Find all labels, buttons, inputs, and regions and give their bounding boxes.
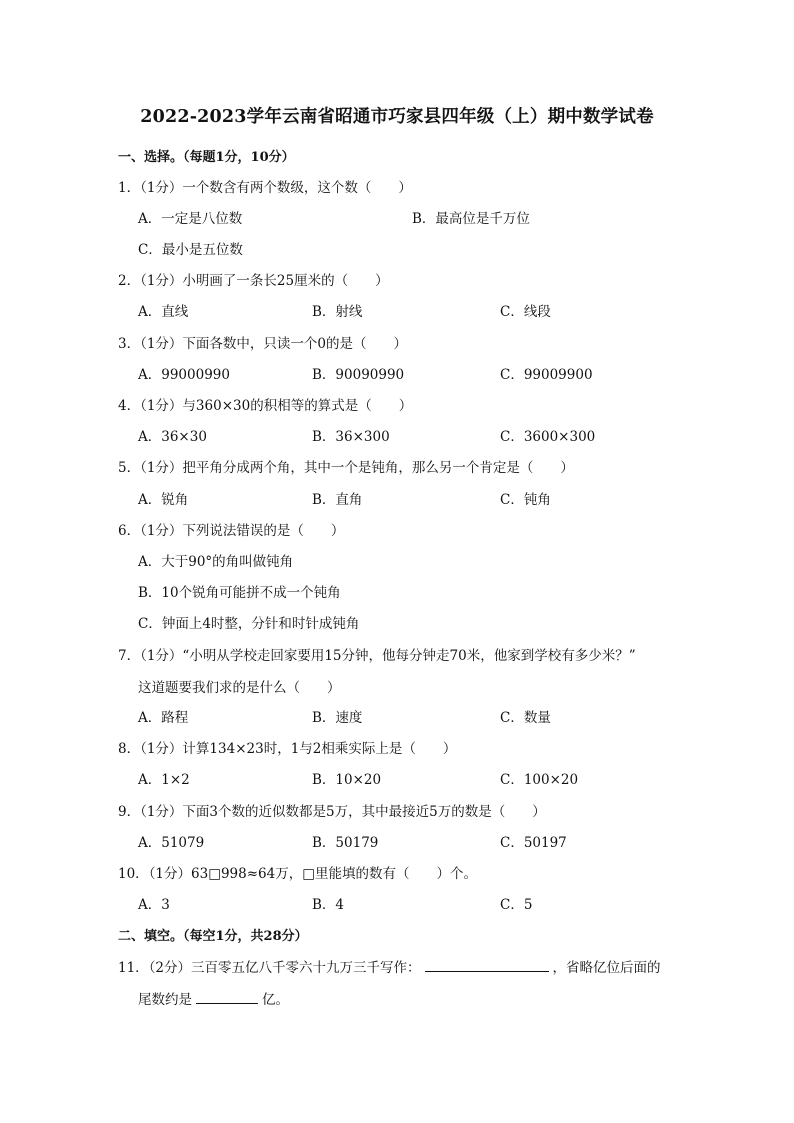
q2-option-b[interactable]: B．射线	[312, 304, 363, 320]
q5-option-a[interactable]: A．锐角	[138, 492, 189, 508]
q2-option-a[interactable]: A．直线	[138, 304, 189, 320]
question-11: 11．（2分）三百零五亿八千零六十九万三千写作： ，省略亿位后面的	[118, 960, 661, 976]
q1-option-c[interactable]: C．最小是五位数	[138, 242, 243, 258]
q3-option-c[interactable]: C．99009900	[500, 367, 593, 383]
question-6: 6．（1分）下列说法错误的是（ ）	[118, 523, 345, 539]
q3-option-a[interactable]: A．99000990	[138, 367, 230, 383]
answer-blank-1[interactable]	[425, 970, 549, 972]
question-7: 7．（1分）“小明从学校走回家要用15分钟，他每分钟走70米，他家到学校有多少米？”	[118, 648, 636, 664]
question-8: 8．（1分）计算134×23时，1与2相乘实际上是（ ）	[118, 741, 457, 757]
q7-option-c[interactable]: C．数量	[500, 710, 551, 726]
q6-option-c[interactable]: C．钟面上4时整，分针和时针成钝角	[138, 616, 360, 632]
question-10: 10．（1分）63□998≈64万，□里能填的数有（ ）个。	[118, 866, 477, 882]
question-2: 2．（1分）小明画了一条长25厘米的（ ）	[118, 273, 389, 289]
q5-option-b[interactable]: B．直角	[312, 492, 363, 508]
question-7-continued: 这道题要我们求的是什么（ ）	[138, 680, 341, 696]
q5-option-c[interactable]: C．钝角	[500, 492, 551, 508]
question-1: 1．（1分）一个数含有两个数级，这个数（ ）	[118, 180, 412, 196]
question-11-continued: 尾数约是 亿。	[138, 992, 289, 1008]
q4-option-b[interactable]: B．36×300	[312, 429, 390, 445]
q4-option-a[interactable]: A．36×30	[138, 429, 207, 445]
q4-option-c[interactable]: C．3600×300	[500, 429, 596, 445]
q8-option-c[interactable]: C．100×20	[500, 772, 579, 788]
section-heading-choice: 一、选择。（每题1分，10分）	[118, 150, 295, 165]
q2-option-c[interactable]: C．线段	[500, 304, 551, 320]
page-title: 2022-2023学年云南省昭通市巧家县四年级（上）期中数学试卷	[140, 107, 654, 127]
q10-option-b[interactable]: B．4	[312, 897, 345, 913]
q3-option-b[interactable]: B．90090990	[312, 367, 405, 383]
section-heading-fill-in: 二、填空。（每空1分，共28分）	[118, 929, 308, 944]
answer-blank-2[interactable]	[196, 1002, 258, 1004]
question-5: 5．（1分）把平角分成两个角，其中一个是钝角，那么另一个肯定是（ ）	[118, 460, 574, 476]
q7-option-b[interactable]: B．速度	[312, 710, 363, 726]
q1-option-b[interactable]: B．最高位是千万位	[412, 211, 530, 227]
q8-option-b[interactable]: B．10×20	[312, 772, 382, 788]
q9-option-c[interactable]: C．50197	[500, 835, 567, 851]
q7-option-a[interactable]: A．路程	[138, 710, 189, 726]
q8-option-a[interactable]: A．1×2	[138, 772, 190, 788]
question-4: 4．（1分）与360×30的积相等的算式是（ ）	[118, 398, 413, 414]
q10-option-a[interactable]: A．3	[138, 897, 170, 913]
q10-option-c[interactable]: C．5	[500, 897, 533, 913]
q9-option-a[interactable]: A．51079	[138, 835, 205, 851]
q6-option-b[interactable]: B．10个锐角可能拼不成一个钝角	[138, 585, 341, 601]
q1-option-a[interactable]: A．一定是八位数	[138, 211, 243, 227]
question-3: 3．（1分）下面各数中，只读一个0的是（ ）	[118, 336, 408, 352]
q6-option-a[interactable]: A．大于90°的角叫做钝角	[138, 554, 294, 570]
q9-option-b[interactable]: B．50179	[312, 835, 379, 851]
question-9: 9．（1分）下面3个数的近似数都是5万，其中最接近5万的数是（ ）	[118, 804, 546, 820]
